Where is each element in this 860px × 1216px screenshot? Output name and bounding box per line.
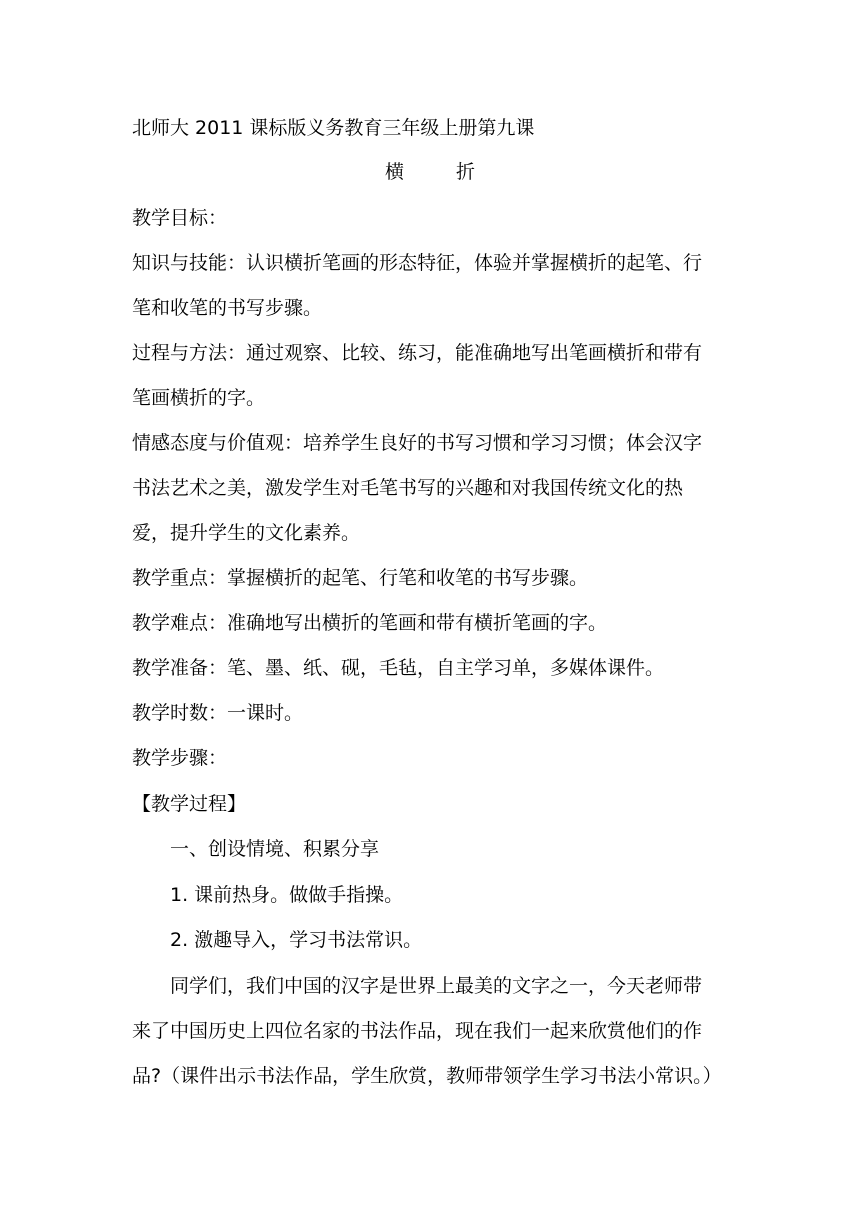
lesson-title <box>0 160 860 184</box>
process-methods-line-2: 笔画横折的字。 <box>132 387 266 409</box>
emotion-values-line-2: 书法艺术之美，激发学生对毛笔书写的兴趣和对我国传统文化的热 <box>132 477 684 499</box>
teaching-process-heading: 【教学过程】 <box>132 793 247 815</box>
paragraph-line-3: 品?（课件出示书法作品，学生欣赏，教师带领学生学习书法小常识。） <box>132 1065 722 1087</box>
teaching-key-point: 教学重点：掌握横折的起笔、行笔和收笔的书写步骤。 <box>132 567 589 589</box>
teaching-duration: 教学时数：一课时。 <box>132 702 304 724</box>
document-header: 北师大 2011 课标版义务教育三年级上册第九课 <box>132 117 535 139</box>
paragraph-line-2: 来了中国历史上四位名家的书法作品，现在我们一起来欣赏他们的作 <box>132 1020 703 1042</box>
emotion-values-line-1: 情感态度与价值观：培养学生良好的书写习惯和学习习惯；体会汉字 <box>132 432 703 454</box>
knowledge-skills-line-2: 笔和收笔的书写步骤。 <box>132 297 323 319</box>
knowledge-skills-line-1: 知识与技能：认识横折笔画的形态特征，体验并掌握横折的起笔、行 <box>132 252 703 274</box>
teaching-preparation: 教学准备：笔、墨、纸、砚，毛毡，自主学习单，多媒体课件。 <box>132 657 665 679</box>
emotion-values-line-3: 爱，提升学生的文化素养。 <box>132 522 361 544</box>
teaching-difficulty: 教学难点：准确地写出横折的笔画和带有横折笔画的字。 <box>132 612 608 634</box>
list-item-1: 1. 课前热身。做做手指操。 <box>170 884 404 906</box>
paragraph-line-1: 同学们，我们中国的汉字是世界上最美的文字之一，今天老师带 <box>170 975 703 997</box>
section-heading-1: 一、创设情境、积累分享 <box>170 838 380 860</box>
list-item-2: 2. 激趣导入，学习书法常识。 <box>170 929 423 951</box>
objectives-heading: 教学目标： <box>132 207 228 229</box>
lesson-title-char-2: 折 <box>456 161 476 183</box>
teaching-steps-heading: 教学步骤： <box>132 747 228 769</box>
lesson-title-char-1: 横 <box>384 161 404 183</box>
process-methods-line-1: 过程与方法：通过观察、比较、练习，能准确地写出笔画横折和带有 <box>132 342 703 364</box>
